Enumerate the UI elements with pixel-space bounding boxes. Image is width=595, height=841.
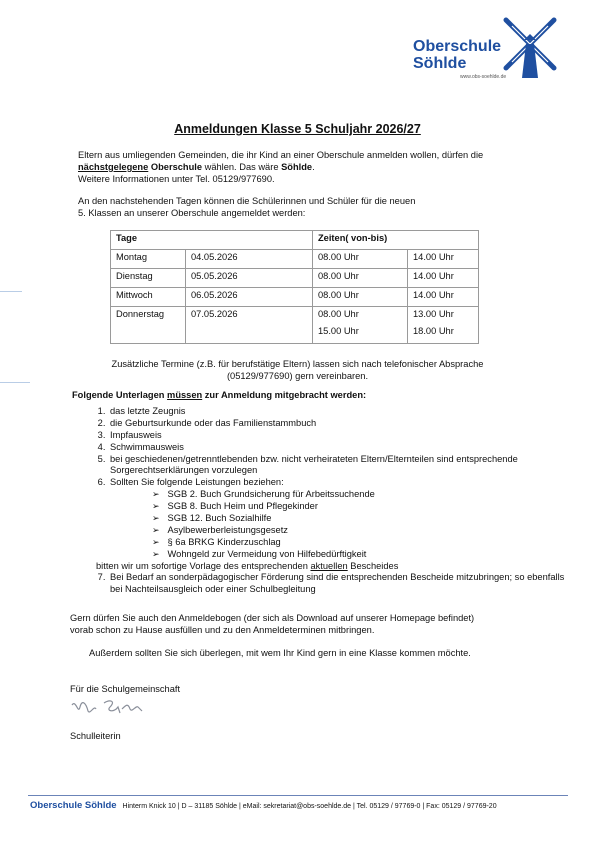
cell-from: 08.00 Uhr [313, 269, 408, 288]
benefits-note-current: aktuellen [310, 560, 348, 571]
intro-bold: Oberschule [148, 161, 203, 172]
intro-paragraph [78, 150, 538, 186]
logo-text [413, 38, 501, 72]
table-row [111, 269, 479, 288]
benefit-item: ➢ SGB 8. Buch Heim und Pflegekinder [150, 501, 578, 513]
benefit-item: ➢ Wohngeld zur Vermeidung von Hilfebedürftigkeit [150, 549, 578, 561]
intro-school: Söhlde [281, 161, 313, 172]
extra-line-2: (05129/977690) gern vereinbaren. [226, 370, 369, 381]
extra-appointments [60, 359, 535, 383]
intro-text-2: wählen. Das wäre [202, 161, 282, 172]
intro-phone-line: Weitere Informationen unter Tel. 05129/977690. [78, 173, 275, 184]
signoff: Für die Schulgemeinschaft [70, 684, 181, 694]
cell-to [408, 307, 479, 344]
table-row [111, 250, 479, 269]
documents-heading-post: zur Anmeldung mitgebracht werden: [202, 390, 367, 400]
cell-date: 07.05.2026 [186, 307, 313, 344]
cell-day: Donnerstag [111, 307, 186, 344]
intro-text-1: Eltern aus umliegenden Gemeinden, die ihr Kind an einer Oberschule anmelden wollen, dürfen die [78, 150, 484, 160]
cell-from: 08.00 Uhr [313, 250, 408, 269]
header-day: Tage [111, 231, 313, 250]
footer [30, 800, 497, 812]
cell-date: 06.05.2026 [186, 288, 313, 307]
cell-from-2: 15.00 Uhr [318, 325, 359, 336]
table-row [111, 307, 479, 344]
margin-mark [0, 291, 22, 292]
benefits-list [110, 489, 578, 560]
table-row [111, 288, 479, 307]
cell-date: 04.05.2026 [186, 250, 313, 269]
benefit-item: ➢ SGB 2. Buch Grundsicherung für Arbeitssuchende [150, 489, 578, 501]
download-line-1: Gern dürfen Sie auch den Anmeldebogen (der sich als Download auf unserer Homepage befindet) [70, 613, 475, 623]
benefits-intro: Sollten Sie folgende Leistungen beziehen: [110, 477, 284, 488]
signature-role: Schulleiterin [70, 731, 121, 741]
cell-from: 08.00 Uhr [313, 288, 408, 307]
benefits-note-post: Bescheides [347, 560, 399, 571]
list-item: 7. Bei Bedarf an sonderpädagogischer Förderung sind die entsprechenden Bescheide mitzubringen; so ebenfalls bei Nachteilsausgleich oder einer Schulbegleitung [108, 572, 578, 596]
cell-to-2: 18.00 Uhr [413, 325, 454, 336]
days-intro [78, 196, 538, 220]
documents-heading [72, 390, 366, 402]
cell-to-1: 13.00 Uhr [413, 309, 454, 319]
benefit-item: ➢ § 6a BRKG Kinderzuschlag [150, 537, 578, 549]
list-item: 1. das letzte Zeugnis [108, 406, 578, 418]
class-note: Außerdem sollten Sie sich überlegen, mit wem Ihr Kind gern in eine Klasse kommen möchte. [89, 648, 471, 658]
footer-address: Hinterm Knick 10 | D – 31185 Söhlde | eMail: sekretariat@obs-soehlde.de | Tel. 05129 / 97769-0 | Fax: 05129 / 97769-20 [122, 803, 497, 810]
cell-to: 14.00 Uhr [408, 288, 479, 307]
list-item: 4. Schwimmausweis [108, 442, 578, 454]
cell-date: 05.05.2026 [186, 269, 313, 288]
cell-day: Montag [111, 250, 186, 269]
logo-line-2: Söhlde [413, 55, 467, 72]
list-item: 2. die Geburtsurkunde oder das Familienstammbuch [108, 418, 578, 430]
documents-heading-pre: Folgende Unterlagen [72, 390, 168, 400]
header-time: Zeiten( von-bis) [313, 231, 479, 250]
documents-list [72, 406, 578, 596]
table-header-row [111, 231, 479, 250]
list-item-benefits [96, 477, 578, 572]
cell-to: 14.00 Uhr [408, 250, 479, 269]
days-intro-line-2: 5. Klassen an unserer Oberschule angemeldet werden: [78, 207, 306, 218]
windmill-icon [498, 14, 560, 82]
intro-underlined: nächstgelegene [78, 161, 149, 172]
logo-url: www.obs-soehlde.de [460, 74, 507, 80]
cell-to: 14.00 Uhr [408, 269, 479, 288]
logo-line-1: Oberschule [413, 38, 502, 55]
benefit-item: ➢ Asylbewerberleistungsgesetz [150, 525, 578, 537]
intro-text-3: . [312, 161, 315, 172]
benefits-note [96, 561, 578, 573]
list-item: 5. bei geschiedenen/getrenntlebenden bzw. nicht verheirateten Eltern/Elternteilen sind entsprechende Sorgerechtserklärungen vorzulegen [108, 454, 578, 478]
days-intro-line-1: An den nachstehenden Tagen können die Schülerinnen und Schüler für die neuen [78, 196, 416, 206]
download-line-2: vorab schon zu Hause ausfüllen und zu den Anmeldeterminen mitbringen. [70, 624, 375, 635]
schedule-table [110, 230, 479, 344]
cell-from-1: 08.00 Uhr [318, 309, 359, 319]
cell-from [313, 307, 408, 344]
cell-day: Dienstag [111, 269, 186, 288]
benefits-note-pre: bitten wir um sofortige Vorlage des entsprechenden [96, 560, 311, 571]
footer-divider [28, 795, 568, 796]
documents-heading-must: müssen [167, 390, 203, 400]
handwritten-signature [70, 697, 150, 719]
extra-line-1: Zusätzliche Termine (z.B. für berufstätige Eltern) lassen sich nach telefonischer Absprache [111, 359, 484, 369]
margin-mark [0, 382, 30, 383]
page-title: Anmeldungen Klasse 5 Schuljahr 2026/27 [174, 122, 421, 136]
benefit-item: ➢ SGB 12. Buch Sozialhilfe [150, 513, 578, 525]
list-item: 3. Impfausweis [108, 430, 578, 442]
download-note [70, 613, 550, 637]
cell-day: Mittwoch [111, 288, 186, 307]
footer-brand: Oberschule Söhlde [30, 800, 117, 811]
